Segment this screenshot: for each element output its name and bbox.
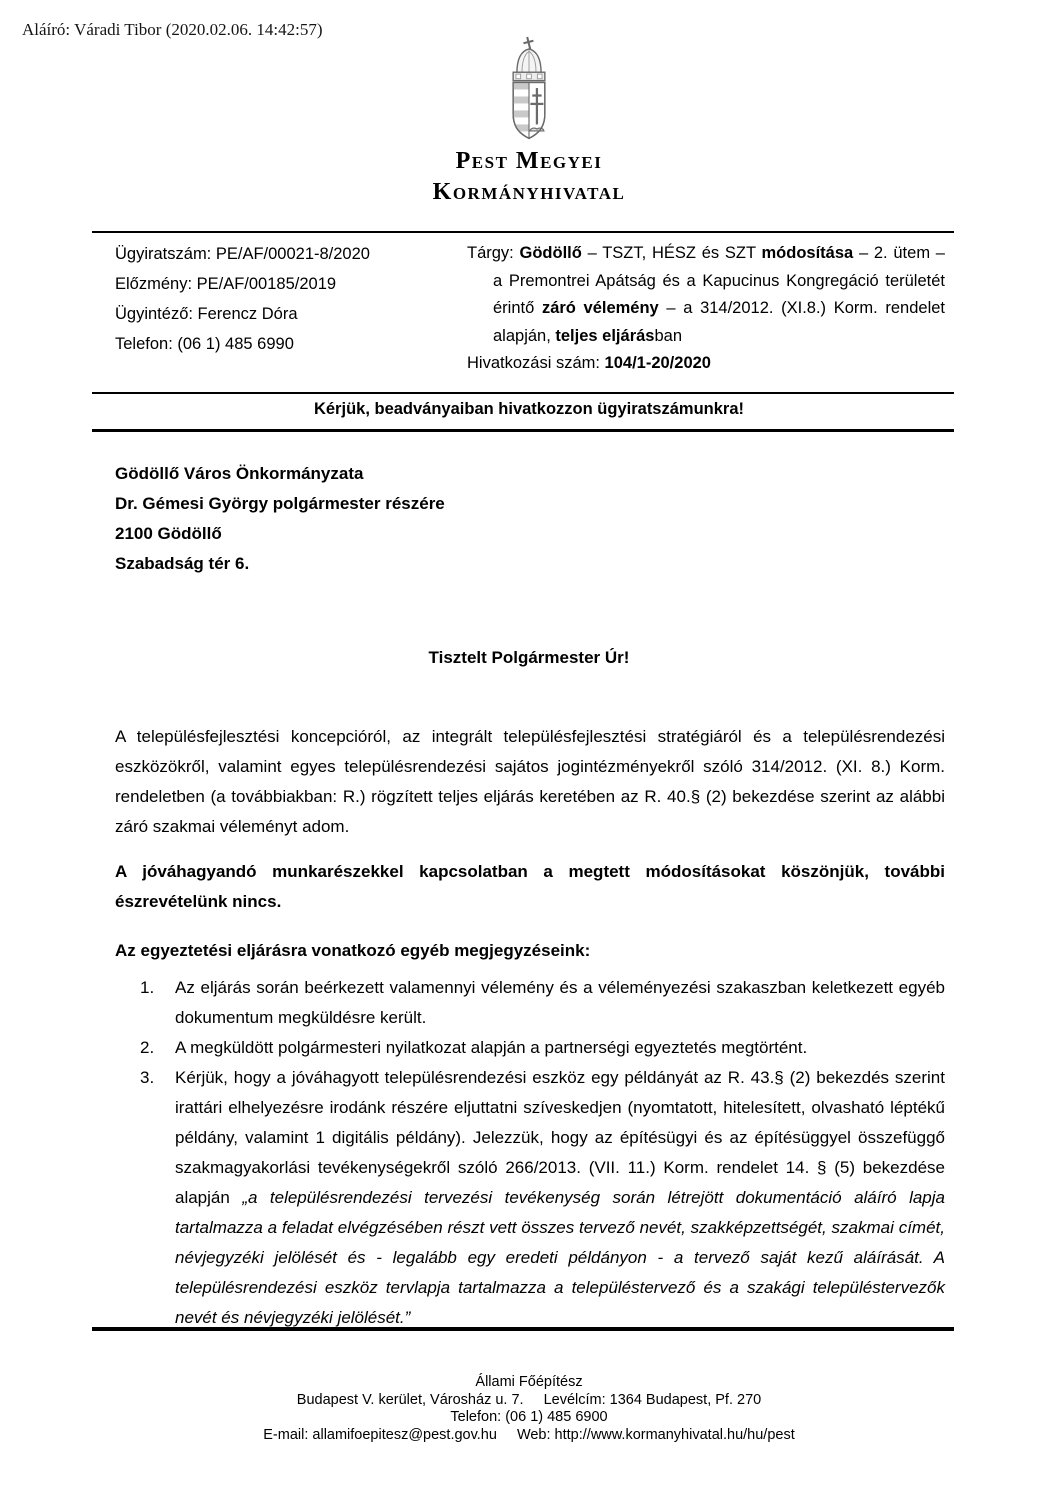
footer-address-line bbox=[0, 1392, 1058, 1410]
remarks-heading: Az egyeztetési eljárásra vonatkozó egyéb megjegyzéseink: bbox=[115, 941, 591, 960]
divider-above-banner bbox=[92, 392, 954, 394]
org-name-line1: Pest Megyei bbox=[455, 148, 603, 174]
case-administrator: Ügyintéző: Ferencz Dóra bbox=[115, 305, 298, 323]
list-item bbox=[140, 1063, 945, 1333]
footer-divider bbox=[92, 1327, 954, 1331]
subject-segment: teljes eljárás bbox=[555, 326, 655, 345]
header-divider-top bbox=[92, 231, 954, 233]
approval-paragraph: A jóváhagyandó munkarészekkel kapcsolatban a megtett módosításokat köszönjük, további észrevételünk nincs. bbox=[115, 862, 945, 911]
subject-segment: módosítása bbox=[761, 244, 854, 262]
subject-paragraph bbox=[467, 240, 945, 350]
reference-request-banner: Kérjük, beadványaiban hivatkozzon ügyiratszámunkra! bbox=[313, 400, 745, 418]
list-item bbox=[140, 1033, 945, 1063]
reference-value: 104/1-20/2020 bbox=[604, 354, 711, 372]
recipient-address-block bbox=[115, 459, 445, 579]
list-item-number: 3. bbox=[140, 1068, 155, 1087]
org-name-line2: Kormányhivatal bbox=[432, 179, 626, 205]
case-number: Ügyiratszám: PE/AF/00021-8/2020 bbox=[115, 245, 370, 263]
list-item-number: 1. bbox=[140, 978, 155, 997]
list-item-text-regular: Kérjük, hogy a jóváhagyott településrendezési eszköz egy példányát az R. 43.§ (2) bekezdés szerint irattári elhelyezésre irodánk részére eljuttatni szíveskedjen (nyomtatott, hitelesített, olvasható léptékű példány, valamint 1 digitális példány). Jelezzük, hogy az építésügyi és az építésüggyel összefüggő szakmagyakorlási tevékenységekről szóló 266/2013. (VII. 11.) Korm. rendelet 14. § (5) bekezdése alapján bbox=[175, 1068, 945, 1207]
subject-segment: Gödöllő bbox=[519, 244, 582, 262]
phone-number: Telefon: (06 1) 485 6990 bbox=[115, 335, 294, 353]
subject-segment: – TSZT, HÉSZ és SZT bbox=[581, 244, 762, 262]
subject-label: Tárgy: bbox=[467, 244, 514, 262]
recipient-organization: Gödöllő Város Önkormányzata bbox=[115, 464, 364, 483]
remarks-list bbox=[140, 973, 945, 1333]
case-meta-block bbox=[115, 239, 465, 359]
list-item-text-quote: „a településrendezési tervezési tevékenység során létrejött dokumentáció aláíró lapja tartalmazza a feladat elvégzésében részt vett összes tervező nevét, szakképzettségét, szakmai címét, névjegyzéki jelölését és - legalább egy eredeti példányon - a tervező saját kezű aláírását. A településrendezési eszköz tervlapja tartalmazza a településtervező és a szakági településtervezők nevét és névjegyzéki jelölését.” bbox=[175, 1188, 945, 1327]
subject-segment: – 2. ütem – a Premontrei Apátság és a Kapucinus Kongregáció területét érintő bbox=[493, 244, 945, 317]
precedent-number: Előzmény: PE/AF/00185/2019 bbox=[115, 275, 337, 293]
subject-segment: ban bbox=[654, 326, 682, 345]
recipient-city: 2100 Gödöllő bbox=[115, 524, 222, 543]
recipient-street: Szabadság tér 6. bbox=[115, 554, 250, 573]
reference-label: Hivatkozási szám: bbox=[467, 354, 605, 372]
signer-line: Aláíró: Váradi Tibor (2020.02.06. 14:42:57) bbox=[22, 20, 323, 39]
footer-email: E-mail: allamifoepitesz@pest.gov.hu bbox=[263, 1426, 497, 1443]
footer-phone: Telefon: (06 1) 485 6900 bbox=[450, 1409, 608, 1425]
footer-address: Budapest V. kerület, Városház u. 7. bbox=[296, 1391, 524, 1408]
footer-block bbox=[0, 1374, 1058, 1444]
salutation: Tisztelt Polgármester Úr! bbox=[428, 648, 630, 667]
list-item-number: 2. bbox=[140, 1038, 155, 1057]
recipient-name: Dr. Gémesi György polgármester részére bbox=[115, 494, 445, 513]
divider-below-banner bbox=[92, 429, 954, 432]
footer-mailing-address: Levélcím: 1364 Budapest, Pf. 270 bbox=[543, 1391, 762, 1408]
list-item bbox=[140, 973, 945, 1033]
subject-segment: – a 314/2012. (XI.8.) Korm. rendelet alapján, bbox=[493, 299, 946, 345]
reference-number-line bbox=[467, 350, 945, 378]
subject-segment: záró vélemény bbox=[541, 299, 659, 317]
footer-web: Web: http://www.kormanyhivatal.hu/hu/pest bbox=[516, 1426, 795, 1443]
list-item-text: Az eljárás során beérkezett valamennyi vélemény és a véleményezési szakaszban keletkezett egyéb dokumentum megküldésre került. bbox=[175, 978, 945, 1027]
subject-block bbox=[467, 240, 945, 378]
hungarian-coat-of-arms-icon bbox=[499, 34, 559, 149]
list-item-text bbox=[175, 1063, 945, 1333]
intro-paragraph: A településfejlesztési koncepcióról, az integrált településfejlesztési stratégiáról és a településrendezési eszközökről, valamint egyes településrendezési sajátos jogintézményekről szóló 314/2012. (XI. 8.) Korm. rendeletben (a továbbiakban: R.) rögzített teljes eljárás keretében az R. 40.§ (2) bekezdése szerint az alábbi záró szakmai véleményt adom. bbox=[115, 727, 945, 836]
footer-contact-line bbox=[0, 1427, 1058, 1445]
footer-office-name: Állami Főépítész bbox=[475, 1374, 583, 1390]
list-item-text: A megküldött polgármesteri nyilatkozat alapján a partnerségi egyeztetés megtörtént. bbox=[175, 1038, 808, 1057]
